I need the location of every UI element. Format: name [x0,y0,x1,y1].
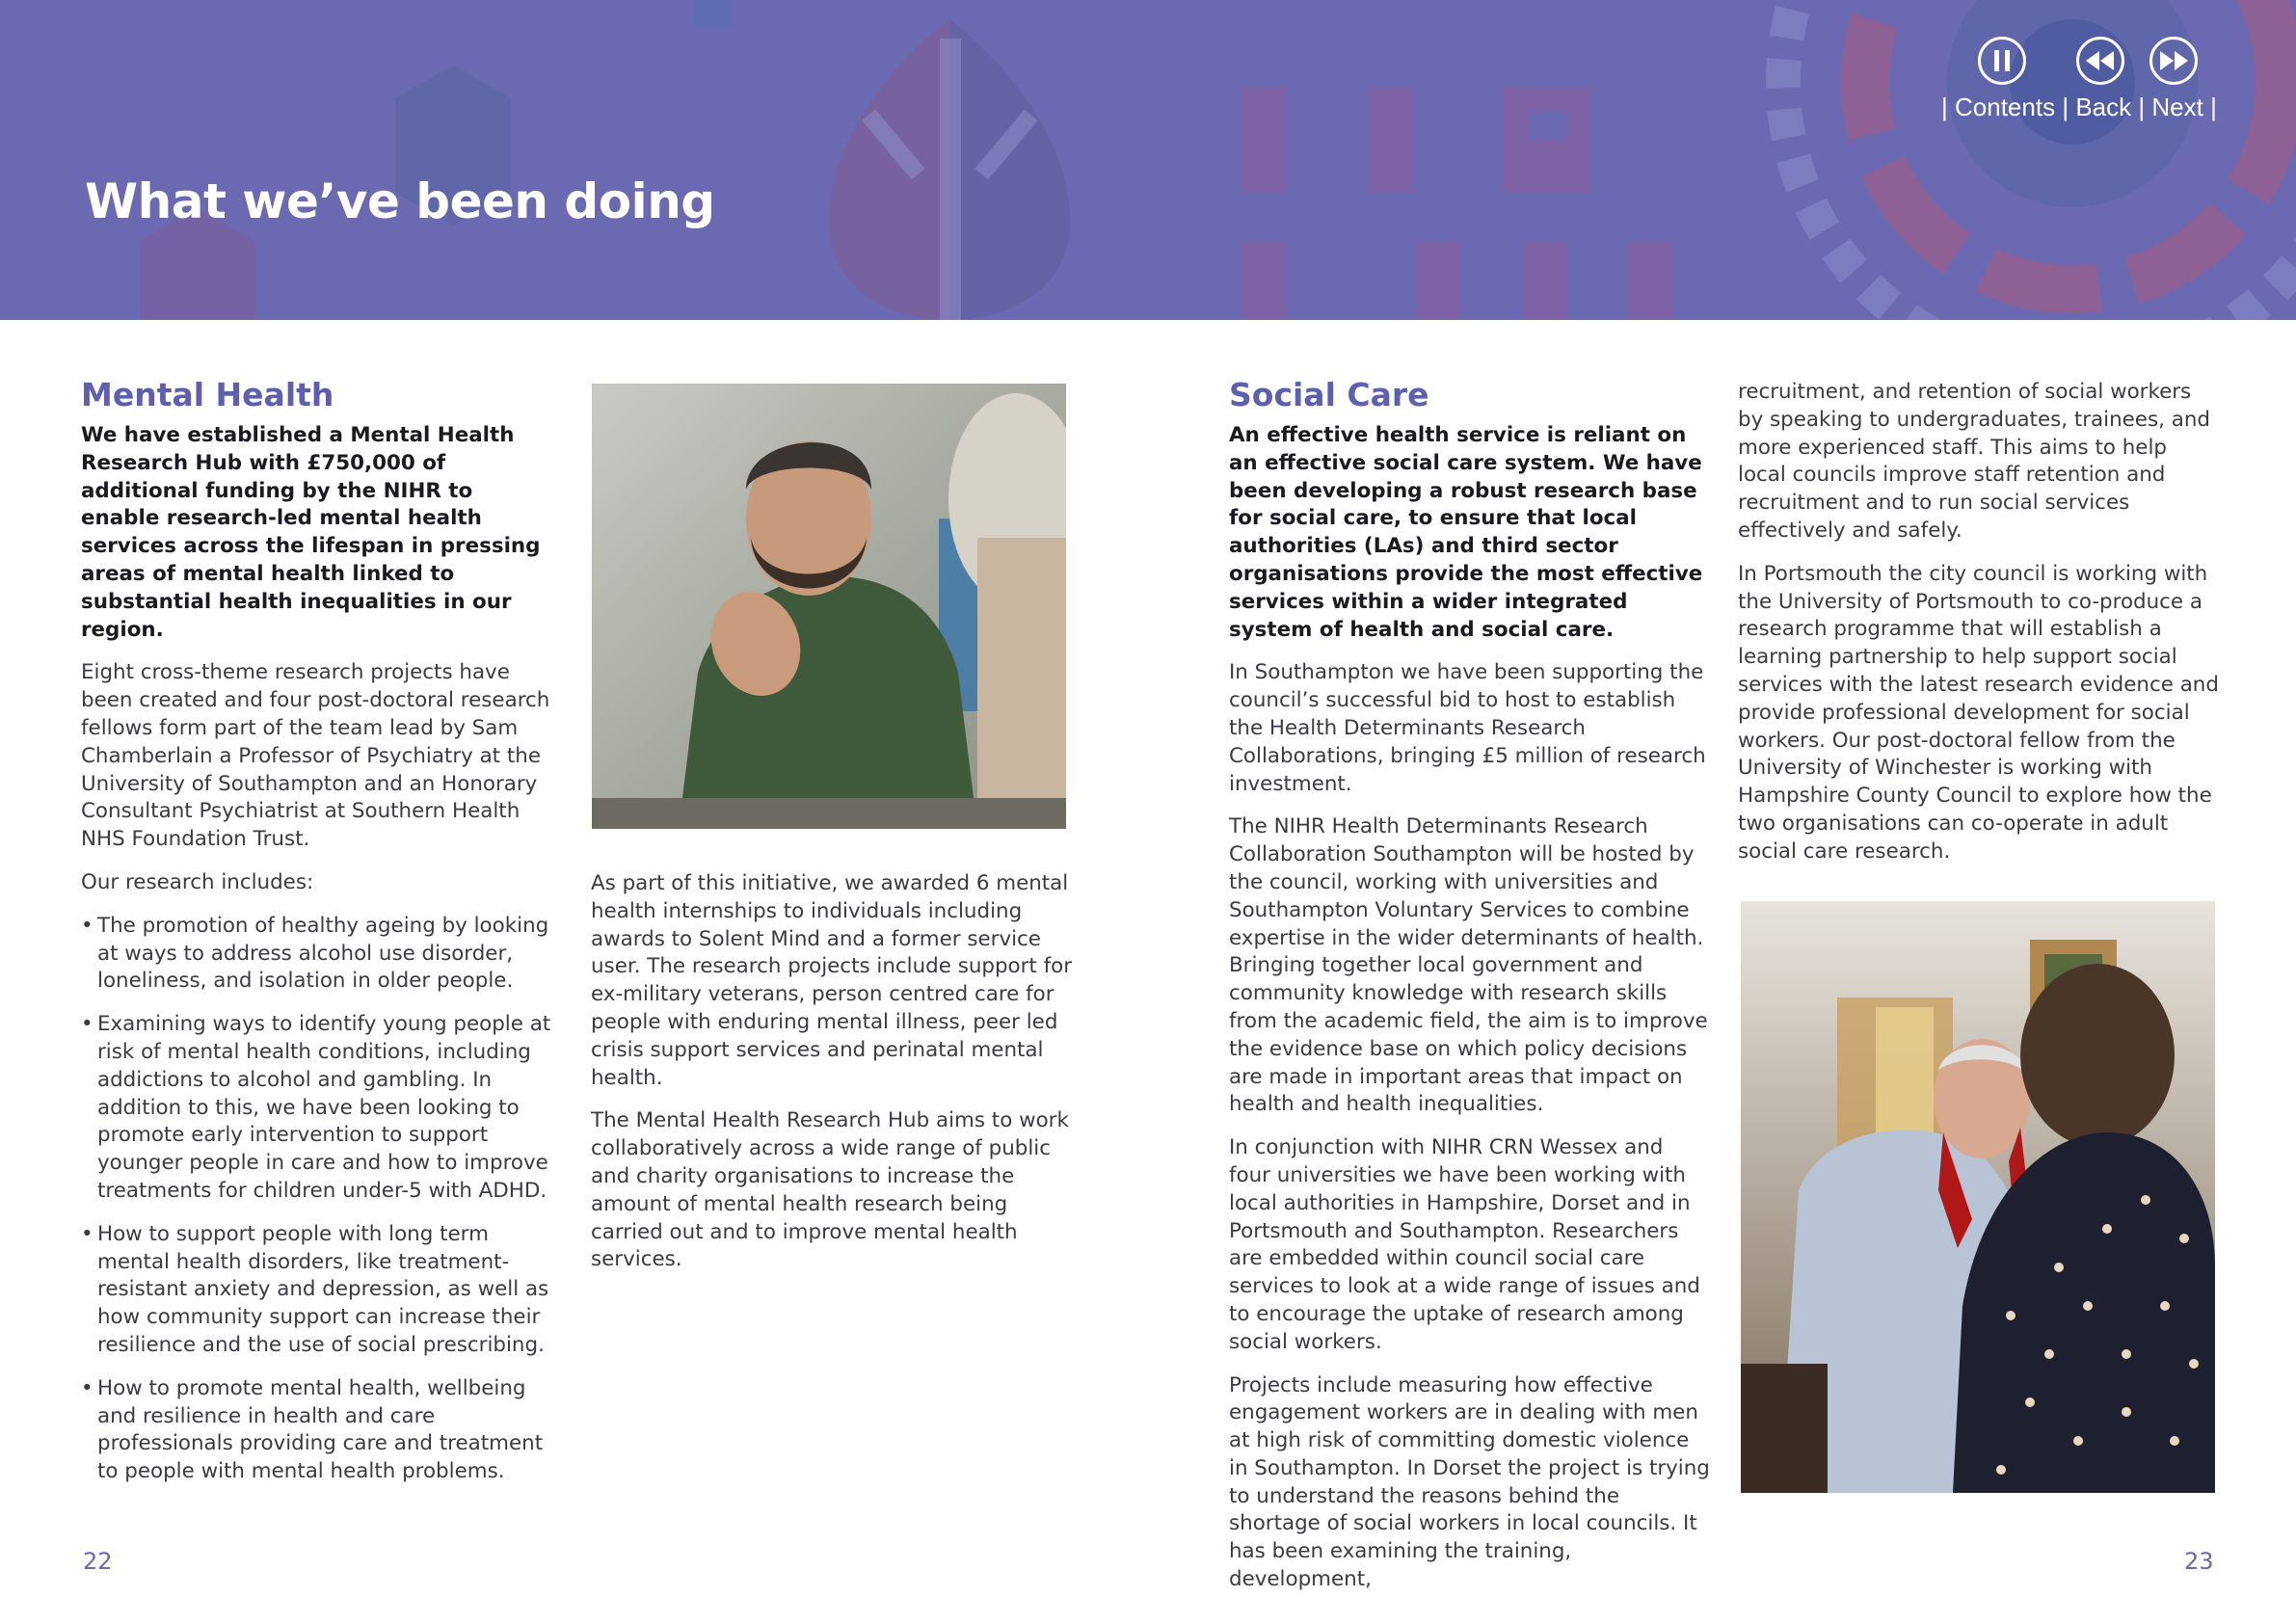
list-item: • The promotion of healthy ageing by looking at ways to address alcohol use disorder, loneliness, and isolation in older people. [81,913,553,996]
internships-paragraph: As part of this initiative, we awarded 6 mental health internships to individuals including awards to Solent Mind and a former service user. The research projects include support for ex-military veterans, person centred care for people with enduring mental illness, peer led crisis support services and perinatal mental health. [591,871,1073,1090]
contents-link[interactable]: Contents [1955,93,2056,121]
header-banner [0,0,2296,320]
southampton-paragraph: In Southampton we have been supporting the council’s successful bid to host to establish the Health Determinants Research Collaborations, bringing £5 million of research investment. [1229,660,1706,796]
fast-forward-button[interactable] [2149,37,2198,85]
nav-links [1941,93,2217,122]
mental-health-photo [592,384,1066,829]
mental-health-lead: We have established a Mental Health Research Hub with £750,000 of additional funding by the NIHR to enable research-led mental health services across the lifespan in pressing areas of mental health linked to substantial health inequalities in our region. [81,423,541,642]
page-title: What we’ve been doing [85,173,715,229]
rewind-icon [2079,40,2122,82]
hdrc-paragraph: The NIHR Health Determinants Research Collaboration Southampton will be hosted by the council, working with universities and Southampton Voluntary Services to combine expertise in the wider determinants of health. Bringing together local government and community knowledge with research skills from the academic field, the aim is to improve the evidence base on which policy decisions are made in important areas that impact on health and health inequalities. [1229,814,1708,1117]
recruitment-paragraph: recruitment, and retention of social workers by speaking to undergraduates, trainees, and more experienced staff. This aims to help local councils improve staff retention and recruitment and to run social services effectively and safely. [1738,380,2210,543]
social-care-column-1 [1229,376,1711,1610]
social-care-column-2 [1738,379,2220,882]
navigation-controls [1937,37,2227,133]
mental-health-paragraph: Eight cross-theme research projects have been created and four post-doctoral research fellows form part of the team lead by Sam Chamberlain a Professor of Psychiatry at the University of Southampton and an Honorary Consultant Psychiatrist at Southern Health NHS Foundation Trust. [81,660,550,852]
rewind-button[interactable] [2076,37,2124,85]
crn-wessex-paragraph: In conjunction with NIHR CRN Wessex and four universities we have been working with local authorities in Hampshire, Dorset and in Portsmouth and Southampton. Researchers are embedded within council social care services to look at a wide range of issues and to encourage the uptake of research among social workers. [1229,1135,1700,1354]
nav-separator: | [2138,93,2146,121]
nav-separator: | [2210,93,2217,121]
social-care-photo [1741,901,2215,1493]
man-portrait-image [592,384,1066,829]
page-number-left: 22 [83,1548,113,1575]
list-item: • How to support people with long term mental health disorders, like treatment-resistant anxiety and depression, as well as how community support can increase their resilience and the use of social prescribing. [81,1221,553,1360]
pause-icon [1981,40,2023,82]
social-care-heading: Social Care [1229,376,1429,413]
mental-health-heading: Mental Health [81,376,334,413]
hub-aims-paragraph: The Mental Health Research Hub aims to work collaboratively across a wide range of public and charity organisations to increase the amount of mental health research being carried out and to improve mental health services. [591,1108,1069,1272]
list-item: • Examining ways to identify young people at risk of mental health conditions, including addictions to alcohol and gambling. In addition to this, we have been looking to promote early intervention to support younger people in care and how to improve treatments for children under-5 with ADHD. [81,1011,553,1206]
page-number-right: 23 [2184,1548,2214,1575]
list-item: • How to promote mental health, wellbeing and resilience in health and care professionals providing care and treatment to people with mental health problems. [81,1375,553,1486]
next-link[interactable]: Next [2151,93,2203,121]
mental-health-column-2 [591,870,1073,1290]
projects-paragraph: Projects include measuring how effective engagement workers are in dealing with men at high risk of committing domestic violence in Southampton. In Dorset the project is trying to understand the reasons behind the shortage of social workers in local councils. It has been examining the training, development, [1229,1372,1710,1592]
back-link[interactable]: Back [2075,93,2132,121]
research-includes-intro: Our research includes: [81,869,314,894]
research-list [81,913,553,1486]
mental-health-column-1 [81,376,553,1502]
portsmouth-paragraph: In Portsmouth the city council is working with the University of Portsmouth to co-produce a research programme that will establish a learning partnership to help support social services with the latest research evidence and provide professional development for social workers. Our post-doctoral fellow from the University of Winchester is working with Hampshire County Council to explore how the two organisations can co-operate in adult social care research. [1738,561,2219,864]
care-visit-image [1741,901,2215,1493]
nav-separator: | [1941,93,1948,121]
social-care-lead: An effective health service is reliant on an effective social care system. We have been developing a robust research base for social care, to ensure that local authorities (LAs) and third sector organisations provide the most effective services within a wider integrated system of health and social care. [1229,423,1703,642]
nav-separator: | [2062,93,2069,121]
pause-button[interactable] [1978,37,2026,85]
fast-forward-icon [2152,40,2195,82]
